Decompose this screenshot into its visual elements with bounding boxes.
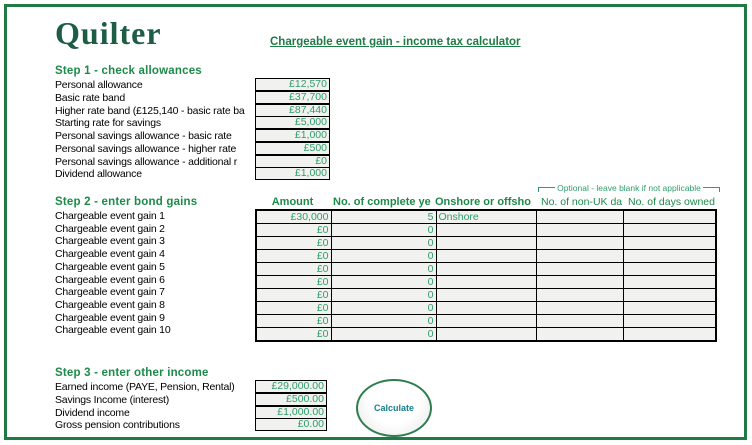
step2-row-label: Chargeable event gain 4	[55, 248, 165, 261]
step1-row-label: Higher rate band (£125,140 - basic rate ba	[55, 104, 245, 117]
gain-non-uk-days-cell[interactable]	[536, 250, 623, 263]
bond-gain-row	[256, 224, 716, 237]
gain-onshore-cell[interactable]	[436, 276, 536, 289]
gain-years-cell[interactable]: 0	[331, 302, 436, 315]
step1-value-cell[interactable]: £1,000	[255, 129, 330, 142]
step3-value-cell[interactable]: £29,000.00	[255, 380, 327, 393]
step3-heading: Step 3 - enter other income	[55, 367, 209, 379]
gain-non-uk-days-cell[interactable]	[536, 328, 623, 342]
step1-row-label: Personal savings allowance - basic rate	[55, 130, 232, 142]
gain-years-cell[interactable]: 0	[331, 276, 436, 289]
step2-row-label: Chargeable event gain 10	[55, 324, 171, 337]
gain-years-cell[interactable]: 5	[331, 210, 436, 224]
step1-value-cell[interactable]: £500	[255, 142, 330, 155]
gain-non-uk-days-cell[interactable]	[536, 263, 623, 276]
gain-years-cell[interactable]: 0	[331, 237, 436, 250]
gain-onshore-cell[interactable]	[436, 302, 536, 315]
bond-gain-row	[256, 210, 716, 224]
step1-row-label: Personal savings allowance - higher rate	[55, 142, 237, 155]
gain-non-uk-days-cell[interactable]	[536, 315, 623, 328]
gain-onshore-cell[interactable]	[436, 224, 536, 237]
bond-gain-row	[256, 276, 716, 289]
gain-amount-cell[interactable]: £0	[256, 263, 331, 276]
step3-value-cell[interactable]: £0.00	[255, 418, 327, 431]
gain-amount-cell[interactable]: £0	[256, 276, 331, 289]
bond-gain-row	[256, 302, 716, 315]
step1-value-cell[interactable]: £5,000	[255, 116, 330, 129]
gain-non-uk-days-cell[interactable]	[536, 224, 623, 237]
gain-days-owned-cell[interactable]	[623, 237, 716, 250]
bond-gain-row	[256, 315, 716, 328]
bond-gain-row	[256, 263, 716, 276]
gain-days-owned-cell[interactable]	[623, 263, 716, 276]
page-frame	[4, 4, 747, 440]
gain-days-owned-cell[interactable]	[623, 276, 716, 289]
gain-amount-cell[interactable]: £30,000	[256, 210, 331, 224]
step1-value-cell[interactable]: £0	[255, 155, 330, 168]
gain-onshore-cell[interactable]	[436, 289, 536, 302]
step3-row-label: Savings Income (interest)	[55, 393, 170, 406]
gain-days-owned-cell[interactable]	[623, 250, 716, 263]
step2-row-label: Chargeable event gain 6	[55, 273, 165, 286]
page-title: Chargeable event gain - income tax calculator	[270, 36, 521, 48]
bracket-right	[703, 187, 720, 192]
column-header-non-uk-days: No. of non-UK da	[541, 196, 623, 208]
gain-non-uk-days-cell[interactable]	[536, 302, 623, 315]
gain-onshore-cell[interactable]	[436, 237, 536, 250]
optional-note	[538, 183, 720, 193]
gain-non-uk-days-cell[interactable]	[536, 289, 623, 302]
gain-amount-cell[interactable]: £0	[256, 315, 331, 328]
bond-gains-table	[255, 209, 717, 342]
step1-row-label: Personal savings allowance - additional r	[55, 155, 238, 168]
step2-row-label: Chargeable event gain 8	[55, 298, 165, 311]
gain-non-uk-days-cell[interactable]	[536, 276, 623, 289]
step2-heading: Step 2 - enter bond gains	[55, 196, 198, 208]
gain-onshore-cell[interactable]	[436, 315, 536, 328]
gain-days-owned-cell[interactable]	[623, 328, 716, 342]
gain-amount-cell[interactable]: £0	[256, 289, 331, 302]
gain-years-cell[interactable]: 0	[331, 315, 436, 328]
gain-amount-cell[interactable]: £0	[256, 328, 331, 342]
gain-years-cell[interactable]: 0	[331, 263, 436, 276]
step1-row-label: Personal allowance	[55, 79, 143, 91]
quilter-logo: Quilter	[55, 15, 162, 51]
bond-gain-row	[256, 250, 716, 263]
bond-gain-row	[256, 289, 716, 302]
gain-days-owned-cell[interactable]	[623, 289, 716, 302]
gain-days-owned-cell[interactable]	[623, 224, 716, 237]
calculate-button[interactable]	[356, 379, 432, 437]
step2-row-label: Chargeable event gain 3	[55, 235, 165, 248]
step2-row-label: Chargeable event gain 1	[55, 210, 165, 222]
step1-heading: Step 1 - check allowances	[55, 65, 202, 77]
step3-value-cell[interactable]: £500.00	[255, 393, 327, 406]
bond-gain-row	[256, 328, 716, 342]
column-header-onshore-offshore: Onshore or offsho	[435, 196, 531, 208]
step2-row-label: Chargeable event gain 5	[55, 260, 165, 273]
step1-row-label: Dividend allowance	[55, 168, 142, 181]
column-header-complete-years: No. of complete ye	[333, 196, 431, 208]
calculate-button-label: Calculate	[373, 403, 415, 413]
step3-row-label: Earned income (PAYE, Pension, Rental)	[55, 381, 235, 393]
step1-row-label: Basic rate band	[55, 91, 125, 104]
column-header-amount: Amount	[271, 196, 314, 208]
step3-row-label: Gross pension contributions	[55, 419, 180, 432]
step1-row-label: Starting rate for savings	[55, 117, 161, 130]
gain-days-owned-cell[interactable]	[623, 210, 716, 224]
gain-non-uk-days-cell[interactable]	[536, 237, 623, 250]
gain-amount-cell[interactable]: £0	[256, 302, 331, 315]
gain-years-cell[interactable]: 0	[331, 250, 436, 263]
gain-onshore-cell[interactable]	[436, 250, 536, 263]
gain-onshore-cell[interactable]: Onshore	[436, 210, 536, 224]
gain-onshore-cell[interactable]	[436, 328, 536, 342]
bond-gain-row	[256, 237, 716, 250]
bracket-left	[538, 187, 555, 192]
gain-amount-cell[interactable]: £0	[256, 224, 331, 237]
step1-value-cell[interactable]: £37,700	[255, 91, 330, 104]
gain-years-cell[interactable]: 0	[331, 328, 436, 342]
step2-row-label: Chargeable event gain 9	[55, 311, 165, 324]
gain-years-cell[interactable]: 0	[331, 289, 436, 302]
step3-row-label: Dividend income	[55, 406, 130, 419]
step3-value-cell[interactable]: £1,000.00	[255, 406, 327, 419]
gain-years-cell[interactable]: 0	[331, 224, 436, 237]
step1-value-cell[interactable]: £12,570	[255, 78, 330, 91]
column-header-days-owned: No. of days owned	[628, 196, 715, 208]
gain-days-owned-cell[interactable]	[623, 315, 716, 328]
gain-amount-cell[interactable]: £0	[256, 250, 331, 263]
gain-amount-cell[interactable]: £0	[256, 237, 331, 250]
step2-row-label: Chargeable event gain 2	[55, 222, 165, 235]
optional-note-text: Optional - leave blank if not applicable	[557, 183, 701, 193]
step2-row-label: Chargeable event gain 7	[55, 286, 165, 299]
gain-days-owned-cell[interactable]	[623, 302, 716, 315]
gain-non-uk-days-cell[interactable]	[536, 210, 623, 224]
step1-value-cell[interactable]: £1,000	[255, 167, 330, 180]
gain-onshore-cell[interactable]	[436, 263, 536, 276]
step1-value-cell[interactable]: £87,440	[255, 104, 330, 117]
